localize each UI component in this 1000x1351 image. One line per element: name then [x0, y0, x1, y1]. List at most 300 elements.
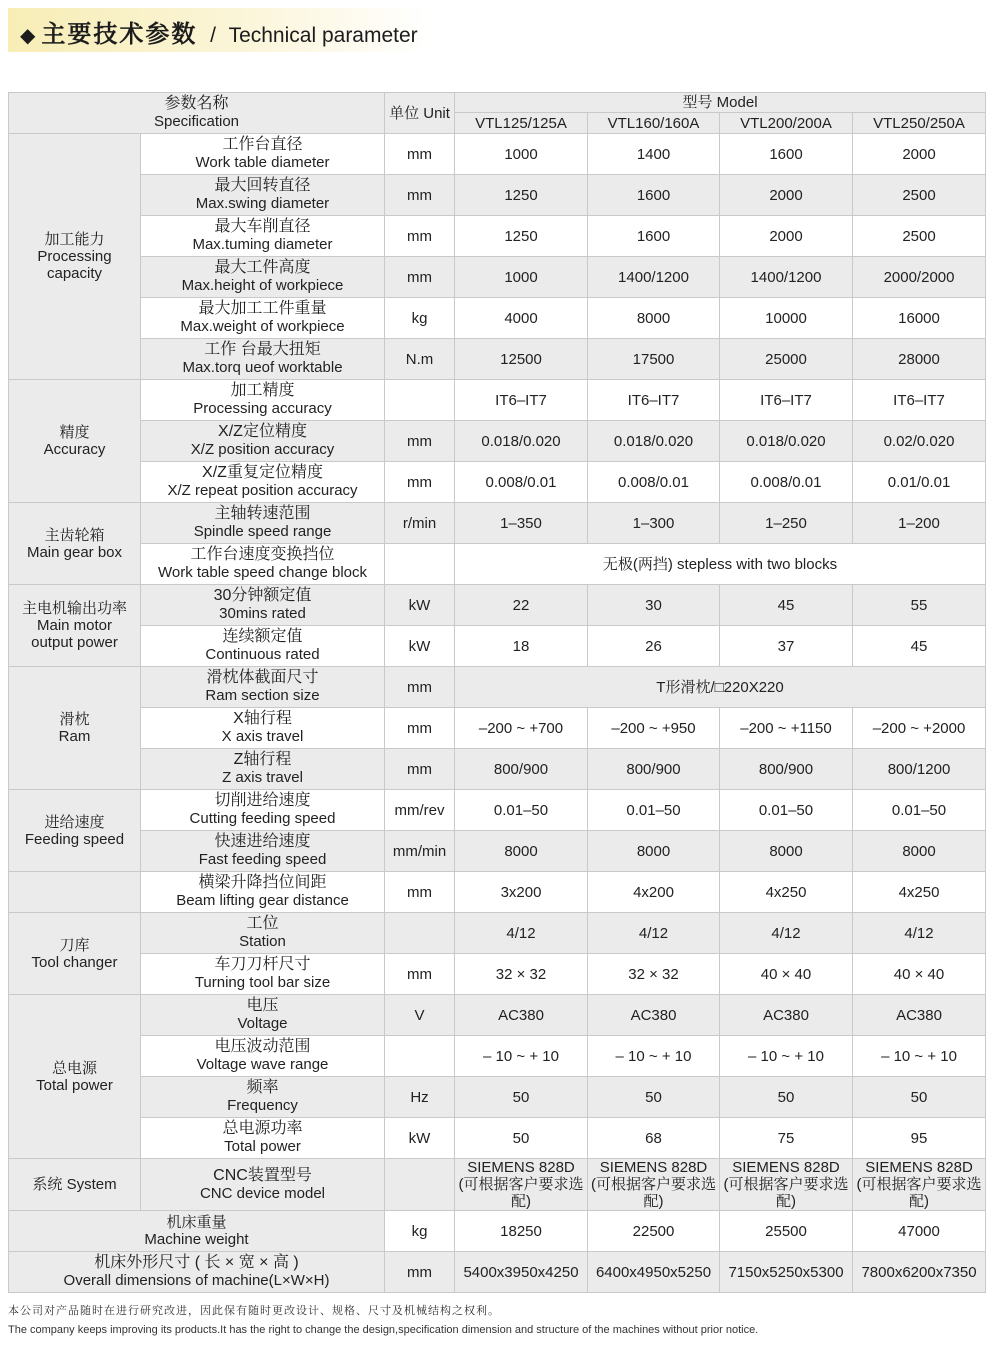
- value-cell: [720, 503, 853, 544]
- value-cell: [588, 298, 720, 339]
- value: 22500: [632, 1222, 675, 1240]
- value-cell: [588, 462, 720, 503]
- value-cell: [588, 913, 720, 954]
- table-row: [9, 421, 986, 462]
- unit-value: r/min: [402, 514, 437, 532]
- value: IT6–IT7: [760, 391, 812, 409]
- table-row: [9, 216, 986, 257]
- table-row: [9, 667, 986, 708]
- spec-label-cell: [141, 913, 385, 954]
- value: 1400/1200: [750, 268, 822, 286]
- spec-label-cell: [141, 257, 385, 298]
- group-cell-feeding: [9, 790, 141, 872]
- model-name-cell: [588, 113, 720, 134]
- cnc-value-cell: [853, 1159, 986, 1211]
- spec-label-cn: 工位: [246, 915, 279, 932]
- value: 4/12: [638, 924, 669, 942]
- value-cell: [588, 790, 720, 831]
- value: 0.01–50: [758, 801, 814, 819]
- group-label-cn: 机床重量: [166, 1214, 227, 1231]
- value: 10000: [765, 309, 807, 327]
- group-label-cn: 主电机输出功率: [21, 600, 127, 617]
- value: 4/12: [771, 924, 801, 942]
- value-cell: [455, 380, 588, 421]
- table-row: [9, 913, 986, 954]
- spec-table: [8, 92, 986, 1293]
- spec-label-cn: 工作 台最大扭矩: [204, 341, 321, 358]
- value-cell: [455, 257, 588, 298]
- value-cell: [588, 995, 720, 1036]
- model-name-cell: [455, 113, 588, 134]
- spec-label-cn: 总电源功率: [222, 1120, 303, 1137]
- cnc-note: (可根据客户要求选配): [723, 1176, 849, 1210]
- spec-label-cell: [141, 1077, 385, 1118]
- value: 17500: [632, 350, 675, 368]
- value-cell: [455, 872, 588, 913]
- unit-value: mm: [407, 268, 432, 286]
- cnc-model: SIEMENS 828D: [467, 1159, 575, 1176]
- value: 0.018/0.020: [613, 432, 694, 450]
- group-cell-empty: [9, 872, 141, 913]
- unit-header-label: 单位 Unit: [389, 104, 450, 122]
- value-cell: [720, 626, 853, 667]
- table-row: [9, 1118, 986, 1159]
- unit-value: mm: [407, 473, 432, 491]
- spec-label-cn: 切削进给速度: [214, 792, 311, 809]
- spec-label-cn: 最大回转直径: [214, 177, 311, 194]
- value-cell: [853, 1036, 986, 1077]
- value: 1–350: [500, 514, 542, 532]
- unit-value: kW: [408, 637, 431, 655]
- value-cell: [720, 216, 853, 257]
- group-cell-weight: [9, 1211, 385, 1252]
- value: 68: [645, 1129, 662, 1147]
- group-label-en: Total power: [36, 1076, 113, 1094]
- spec-label-cell: [141, 872, 385, 913]
- value-cell: [720, 872, 853, 913]
- table-row: [9, 585, 986, 626]
- spec-label-cell: [141, 626, 385, 667]
- value-cell: [588, 954, 720, 995]
- value: 1–300: [632, 514, 675, 532]
- value: –200 ~ +2000: [872, 719, 966, 737]
- value-cell: [455, 1211, 588, 1252]
- value: 1–200: [898, 514, 940, 532]
- table-row: [9, 1159, 986, 1211]
- cnc-value-cell: [720, 1159, 853, 1211]
- spec-label-cell: [141, 380, 385, 421]
- unit-value: mm: [407, 186, 432, 204]
- value: 50: [777, 1088, 795, 1106]
- value-cell: [588, 257, 720, 298]
- value-cell: [720, 175, 853, 216]
- group-cell-processing: [9, 134, 141, 380]
- value-cell: [588, 421, 720, 462]
- spec-label-cn: 频率: [246, 1079, 279, 1096]
- spec-label-en: Work table speed change block: [157, 564, 368, 581]
- table-row: [9, 339, 986, 380]
- unit-cell: [385, 790, 455, 831]
- value: 4000: [504, 309, 538, 327]
- value-cell: [720, 954, 853, 995]
- spec-label-cn: 电压波动范围: [214, 1038, 311, 1055]
- spec-header-en: Specification: [153, 113, 240, 130]
- spec-label-cn: 最大加工工件重量: [198, 300, 327, 317]
- spec-label-cell: [141, 544, 385, 585]
- value: 0.008/0.01: [750, 473, 822, 491]
- spec-label-cell: [141, 216, 385, 257]
- value: 8000: [504, 842, 538, 860]
- unit-value: kg: [411, 309, 428, 327]
- unit-value: mm: [407, 719, 432, 737]
- value-cell: [455, 1077, 588, 1118]
- unit-value: mm: [407, 432, 432, 450]
- value-cell: [720, 1252, 853, 1293]
- value: 4x250: [898, 883, 940, 901]
- spec-label-cell: [141, 708, 385, 749]
- value-cell: [853, 1118, 986, 1159]
- spec-label-en: Station: [239, 933, 286, 950]
- value-span: 无极(两挡) stepless with two blocks: [602, 555, 838, 573]
- value-cell: [588, 339, 720, 380]
- group-label-en2: capacity: [46, 265, 103, 282]
- page-header: [0, 0, 1000, 72]
- table-row: [9, 626, 986, 667]
- unit-value: N.m: [405, 350, 434, 368]
- value: 800/900: [626, 760, 681, 778]
- unit-cell: [385, 462, 455, 503]
- value-cell: [588, 175, 720, 216]
- spec-label-en: Ram section size: [205, 687, 320, 704]
- value-cell: [720, 749, 853, 790]
- spec-label-cell: [141, 749, 385, 790]
- spec-label-cn: 加工精度: [230, 382, 295, 399]
- value-cell: [720, 585, 853, 626]
- value: 22: [512, 596, 530, 614]
- value-cell: [853, 1077, 986, 1118]
- value: 1000: [504, 268, 538, 286]
- value-cell: [720, 1036, 853, 1077]
- value-cell: [720, 462, 853, 503]
- value-cell: [455, 749, 588, 790]
- value: IT6–IT7: [495, 391, 547, 409]
- spec-label-en: Max.height of workpiece: [181, 277, 344, 294]
- value-cell: [588, 831, 720, 872]
- value: 45: [777, 596, 795, 614]
- group-label-en1: Main motor: [36, 617, 113, 634]
- value-cell: [455, 175, 588, 216]
- spec-label-en: Overall dimensions of machine(L×W×H): [63, 1272, 330, 1289]
- unit-value: mm: [407, 1263, 432, 1281]
- spec-label-cell: [141, 954, 385, 995]
- value-cell: [853, 503, 986, 544]
- value-cell: [588, 216, 720, 257]
- group-cell-ram: [9, 667, 141, 790]
- group-label-cn: 精度: [59, 424, 90, 441]
- table-header-row: [9, 93, 986, 113]
- value-cell: [720, 995, 853, 1036]
- diamond-bullet-icon: ◆: [20, 25, 36, 47]
- unit-cell: [385, 1252, 455, 1293]
- value-cell: [455, 1118, 588, 1159]
- table-row: [9, 995, 986, 1036]
- value: 1000: [504, 145, 538, 163]
- title-chinese: 主要技术参数: [41, 21, 198, 48]
- unit-value: kg: [411, 1222, 428, 1240]
- group-label-cn: 进给速度: [44, 813, 105, 831]
- unit-value: kW: [408, 1129, 431, 1147]
- table-row: [9, 1211, 986, 1252]
- spec-label-cell: [141, 503, 385, 544]
- value: 8000: [636, 842, 671, 860]
- spec-label-cell: [141, 298, 385, 339]
- value: 1600: [636, 227, 671, 245]
- spec-label-en: X/Z position accuracy: [190, 441, 335, 458]
- unit-cell: [385, 708, 455, 749]
- value-cell: [588, 1252, 720, 1293]
- value: 0.01/0.01: [887, 473, 951, 491]
- value-cell: [853, 749, 986, 790]
- value: 25500: [765, 1222, 807, 1240]
- value-cell: [455, 298, 588, 339]
- unit-cell: [385, 339, 455, 380]
- value: 45: [910, 637, 928, 655]
- cnc-note: (可根据客户要求选配): [458, 1176, 584, 1210]
- spec-label-cell: [141, 995, 385, 1036]
- group-label-label: 系统 System: [32, 1176, 117, 1193]
- value-cell: [853, 954, 986, 995]
- value-cell: [853, 708, 986, 749]
- spec-label-en: Total power: [224, 1138, 301, 1155]
- spec-label-en: Z axis travel: [222, 769, 303, 786]
- value: 4/12: [904, 924, 934, 942]
- table-row: [9, 257, 986, 298]
- value-cell: [455, 503, 588, 544]
- spec-label-cn: X轴行程: [233, 710, 292, 727]
- value: –200 ~ +700: [478, 719, 564, 737]
- value-cell: [455, 216, 588, 257]
- table-row: [9, 175, 986, 216]
- value-cell: [588, 1036, 720, 1077]
- table-row: [9, 749, 986, 790]
- unit-cell: [385, 667, 455, 708]
- title-separator: /: [210, 24, 216, 47]
- value: 1400: [636, 145, 671, 163]
- table-row: [9, 544, 986, 585]
- value-cell: [588, 134, 720, 175]
- spec-label-cell: [141, 585, 385, 626]
- table-row: [9, 503, 986, 544]
- unit-cell: [385, 872, 455, 913]
- value: 5400x3950x4250: [463, 1263, 579, 1281]
- table-row: [9, 954, 986, 995]
- value: AC380: [763, 1006, 809, 1024]
- spec-label-en: Voltage: [237, 1015, 288, 1032]
- value: 800/1200: [887, 760, 951, 778]
- value: 2000: [769, 227, 803, 245]
- value: 4/12: [506, 924, 536, 942]
- unit-cell: [385, 585, 455, 626]
- value: 0.008/0.01: [485, 473, 557, 491]
- group-label-cn: 滑枕: [59, 711, 90, 728]
- value-cell: [853, 298, 986, 339]
- spec-label-en: 30mins rated: [219, 605, 306, 622]
- unit-value: mm/min: [392, 842, 447, 860]
- unit-cell: [385, 913, 455, 954]
- value: 1250: [504, 227, 538, 245]
- value-cell: [720, 1211, 853, 1252]
- value-cell: [588, 380, 720, 421]
- value: 0.01–50: [626, 801, 681, 819]
- unit-cell: [385, 626, 455, 667]
- value: IT6–IT7: [627, 391, 680, 409]
- spec-label-cn: 快速进给速度: [214, 833, 311, 850]
- value: 28000: [898, 350, 940, 368]
- spec-label-en: Beam lifting gear distance: [176, 892, 349, 909]
- spec-label-en: Max.swing diameter: [195, 195, 330, 212]
- group-label-en1: Processing: [37, 248, 112, 265]
- spec-label-cell: [141, 421, 385, 462]
- spec-label-cell: [141, 831, 385, 872]
- value-cell: [455, 626, 588, 667]
- spec-label-cn: 车刀刀杆尺寸: [214, 956, 311, 973]
- value: AC380: [498, 1006, 544, 1024]
- value: 1–250: [765, 514, 807, 532]
- spec-label-cn: CNC装置型号: [213, 1166, 312, 1184]
- group-cell-motor: [9, 585, 141, 667]
- value: AC380: [896, 1006, 942, 1024]
- value: 0.01–50: [891, 801, 947, 819]
- spec-label-en: Cutting feeding speed: [189, 810, 336, 827]
- value: 1600: [636, 186, 671, 204]
- spec-label-en: Frequency: [227, 1097, 298, 1114]
- spec-label-en: X/Z repeat position accuracy: [167, 482, 358, 499]
- unit-cell: [385, 1159, 455, 1211]
- value-cell: [853, 995, 986, 1036]
- value: 8000: [636, 309, 671, 327]
- unit-value: mm: [407, 227, 432, 245]
- spec-label-cell: [141, 462, 385, 503]
- value: 0.01–50: [493, 801, 549, 819]
- unit-cell: [385, 1211, 455, 1252]
- value-cell: [720, 421, 853, 462]
- value-cell: [853, 421, 986, 462]
- title-english: Technical parameter: [228, 24, 418, 47]
- unit-value: V: [414, 1006, 425, 1024]
- spec-label-en: Max.tuming diameter: [192, 236, 333, 253]
- value: 50: [512, 1129, 530, 1147]
- value: 2000: [769, 186, 803, 204]
- unit-cell: [385, 749, 455, 790]
- spec-label-cn: 电压: [246, 997, 279, 1014]
- spec-label-cn: 横梁升降挡位间距: [198, 874, 327, 891]
- group-label-cn: 加工能力: [44, 231, 105, 248]
- value: 0.008/0.01: [618, 473, 689, 491]
- value: 8000: [769, 842, 803, 860]
- group-label-en: Accuracy: [43, 441, 106, 458]
- value-cell: [853, 872, 986, 913]
- value: 1400/1200: [618, 268, 689, 286]
- value-cell: [853, 462, 986, 503]
- value: 0.018/0.020: [481, 432, 561, 450]
- unit-value: mm: [407, 145, 432, 163]
- value-cell: [853, 1211, 986, 1252]
- value-cell: [720, 380, 853, 421]
- value: 50: [645, 1088, 662, 1106]
- table-row: [9, 872, 986, 913]
- table-row: [9, 790, 986, 831]
- model-name-cell: [853, 113, 986, 134]
- table-row: [9, 134, 986, 175]
- footer-note: [8, 1302, 993, 1336]
- value: 32 × 32: [628, 965, 679, 983]
- model-name-cell: [720, 113, 853, 134]
- unit-value: mm: [407, 883, 432, 901]
- value: 1250: [504, 186, 538, 204]
- value: 50: [910, 1088, 928, 1106]
- value: 800/900: [758, 760, 814, 778]
- unit-cell: [385, 544, 455, 585]
- value: 2500: [902, 227, 936, 245]
- spec-label-cell: [141, 134, 385, 175]
- value-cell: [720, 134, 853, 175]
- cnc-value-cell: [455, 1159, 588, 1211]
- table-row: [9, 1252, 986, 1293]
- model-header-cell: [455, 93, 986, 113]
- value-cell: [720, 790, 853, 831]
- value: –200 ~ +1150: [740, 719, 832, 737]
- model-name: VTL160/160A: [607, 114, 700, 132]
- value-cell: [588, 749, 720, 790]
- unit-cell: [385, 954, 455, 995]
- value-cell: [455, 462, 588, 503]
- spec-label-cn: 工作台速度变换挡位: [190, 546, 335, 563]
- unit-value: mm: [407, 760, 432, 778]
- group-cell-tool: [9, 913, 141, 995]
- value: –200 ~ +950: [611, 719, 696, 737]
- spec-label-en: Work table diameter: [195, 154, 330, 171]
- spec-label-en: Processing accuracy: [193, 400, 332, 417]
- unit-cell: [385, 175, 455, 216]
- value-cell: [720, 339, 853, 380]
- unit-cell: [385, 134, 455, 175]
- table-row: [9, 831, 986, 872]
- unit-value: mm/rev: [394, 801, 445, 819]
- page-title: [20, 14, 418, 49]
- value-cell: [720, 708, 853, 749]
- value: 4x200: [633, 883, 674, 901]
- spec-label-cn: X/Z重复定位精度: [202, 464, 323, 481]
- value: 40 × 40: [893, 965, 945, 983]
- spec-label-en: Max.weight of workpiece: [180, 318, 345, 335]
- unit-cell: [385, 298, 455, 339]
- value: AC380: [630, 1006, 677, 1024]
- spec-label-cn: 滑枕体截面尺寸: [206, 669, 319, 686]
- unit-cell: [385, 995, 455, 1036]
- value: 55: [910, 596, 928, 614]
- unit-cell: [385, 1118, 455, 1159]
- value-span-cell: [455, 667, 986, 708]
- group-label-en: Ram: [58, 728, 91, 745]
- value: 25000: [765, 350, 807, 368]
- value-cell: [853, 831, 986, 872]
- spec-label-cell: [141, 175, 385, 216]
- value: 8000: [902, 842, 936, 860]
- value: 2000/2000: [883, 268, 955, 286]
- spec-label-cell: [141, 667, 385, 708]
- value: 47000: [898, 1222, 940, 1240]
- spec-label-cn: 主轴转速范围: [214, 505, 311, 522]
